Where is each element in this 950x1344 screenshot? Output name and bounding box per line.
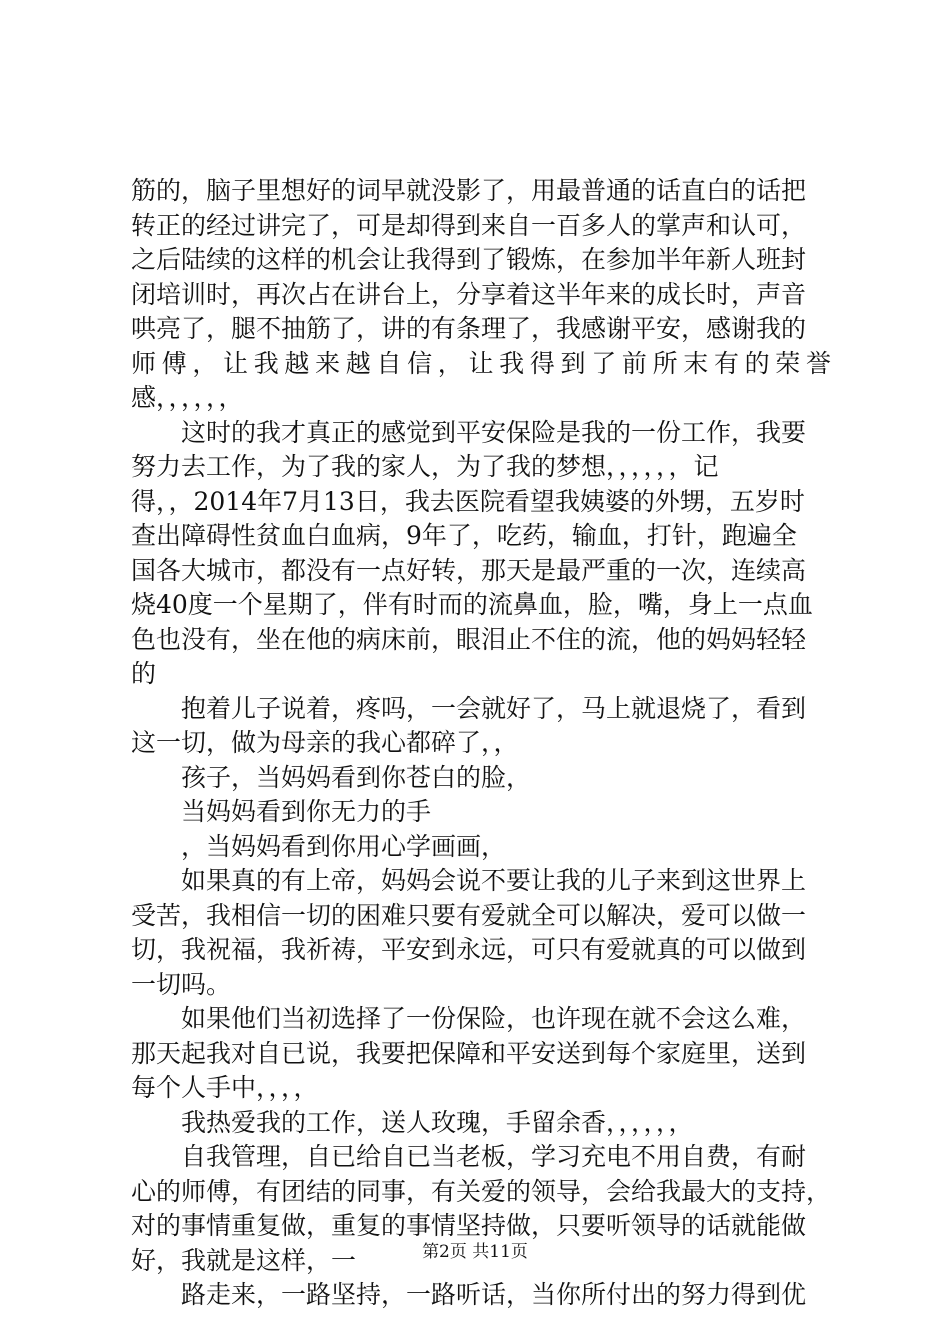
text-line: 努力去工作，为了我的家人，为了我的梦想，，，，，，记 <box>131 452 719 481</box>
text-line: 路走来，一路坚持，一路听话，当你所付出的努力得到优 <box>181 1280 807 1309</box>
text-line: 我热爱我的工作，送人玫瑰，手留余香，，，，，， <box>181 1107 694 1137</box>
text-line: 好，我就是这样，一 <box>131 1245 357 1275</box>
text-line: 闭培训时，再次占在讲台上，分享着这半年来的成长时，声音 <box>131 279 807 309</box>
text-line: 的 <box>131 659 157 688</box>
text-line: 受苦，我相信一切的困难只要有爱就全可以解决，爱可以做一 <box>131 900 807 930</box>
text-line: 孩子，当妈妈看到你苍白的脸， <box>181 762 532 792</box>
text-line: 如果真的有上帝，妈妈会说不要让我的儿子来到这世界上 <box>181 866 807 895</box>
text-line: 自我管理，自已给自已当老板，学习充电不用自费，有耐 <box>181 1142 807 1171</box>
text-line: 筋的，脑子里想好的词早就没影了，用最普通的话直白的话把 <box>131 176 807 205</box>
text-line: 这时的我才真正的感觉到平安保险是我的一份工作，我要 <box>181 417 807 447</box>
body-text <box>131 174 831 1313</box>
text-line: 一切吗。 <box>131 969 232 999</box>
text-line: 那天起我对自已说，我要把保障和平安送到每个家庭里，送到 <box>131 1038 807 1068</box>
text-line: 色也没有，坐在他的病床前，眼泪止不住的流，他的妈妈轻轻 <box>131 624 807 654</box>
text-line: 每个人手中，，，， <box>131 1073 319 1102</box>
text-line: 师傅，让我越来越自信，让我得到了前所末有的荣誉 <box>131 348 831 378</box>
text-line: 心的师傅，有团结的同事，有关爱的领导，会给我最大的支持， <box>131 1176 831 1206</box>
text-line: 查出障碍性贫血白血病，9年了，吃药，输血，打针，跑遍全 <box>131 521 797 550</box>
text-line: 感，，，，，， <box>131 383 244 412</box>
text-line: 烧40度一个星期了，伴有时而的流鼻血，脸，嘴，身上一点血 <box>131 590 813 619</box>
text-line: 转正的经过讲完了，可是却得到来自一百多人的掌声和认可， <box>131 210 807 240</box>
text-line: 如果他们当初选择了一份保险，也许现在就不会这么难， <box>181 1004 807 1033</box>
text-line: 切，我祝福，我祈祷，平安到永远，可只有爱就真的可以做到 <box>131 935 807 964</box>
text-line: 当妈妈看到你无力的手 <box>181 797 432 826</box>
page-footer: 第2页 共11页 <box>422 1242 528 1262</box>
text-line: 对的事情重复做，重复的事情坚持做，只要听领导的话就能做 <box>131 1211 807 1240</box>
text-line: 这一切，做为母亲的我心都碎了，， <box>131 728 519 757</box>
text-line: 哄亮了，腿不抽筋了，讲的有条理了，我感谢平安，感谢我的 <box>131 314 807 343</box>
text-line: 抱着儿子说着，疼吗，一会就好了，马上就退烧了，看到 <box>181 693 807 723</box>
text-line: ，当妈妈看到你用心学画画， <box>181 831 507 861</box>
text-line: 国各大城市，都没有一点好转，那天是最严重的一次，连续高 <box>131 555 807 585</box>
text-line: 之后陆续的这样的机会让我得到了锻炼，在参加半年新人班封 <box>131 245 807 274</box>
text-line: 得，，2014年7月13日，我去医院看望我姨婆的外甥，五岁时 <box>131 486 805 516</box>
